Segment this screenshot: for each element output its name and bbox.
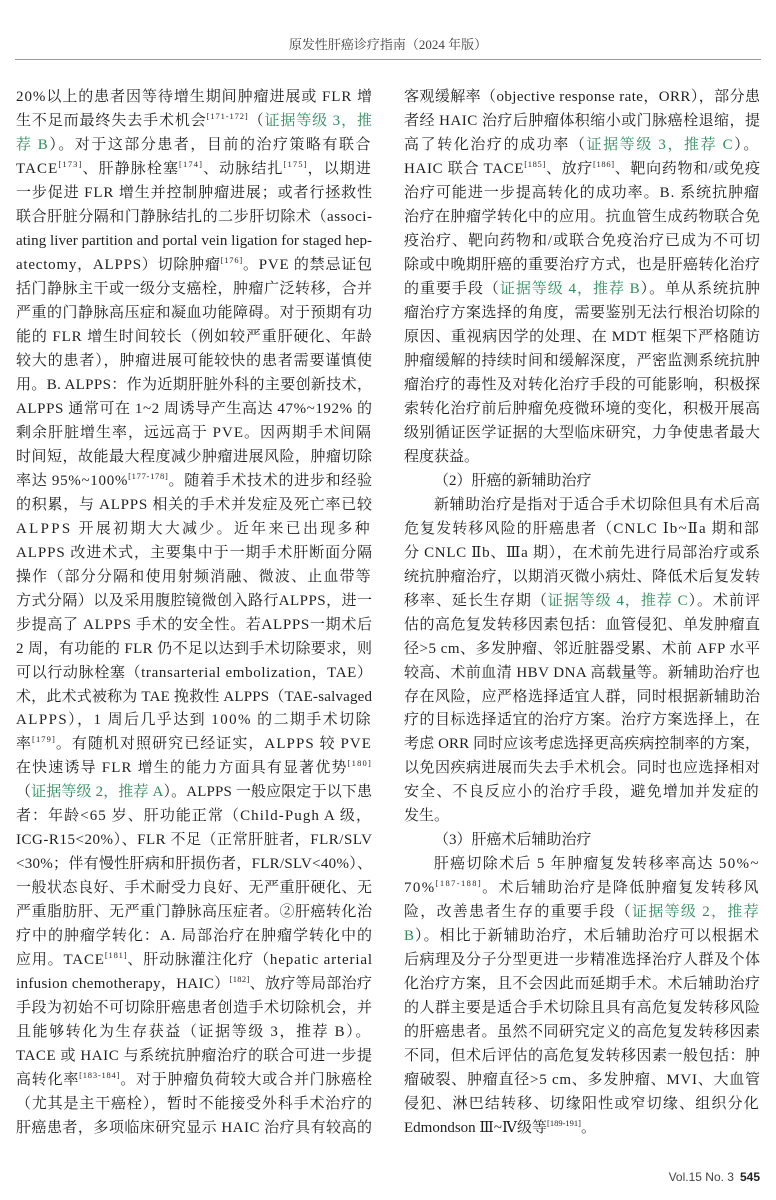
text-run: 术，此术式被称为 TAE 挽救性 ALPPS（TAE-salvaged (16, 688, 373, 705)
text-line (404, 229, 761, 253)
text-run: 较高、术前血清 HBV DNA 高载量等。新辅助治疗也 (404, 664, 761, 681)
text-run: 分 CNLC Ⅱb、Ⅲa 期），在术前先进行局部治疗或系 (404, 544, 761, 561)
text-line (404, 852, 760, 876)
text-line (404, 1068, 761, 1092)
text-line (16, 780, 372, 804)
text-run: ，以期进 (307, 160, 372, 177)
text-line (404, 349, 761, 373)
text-line (16, 637, 372, 661)
citation-reference: [182] (229, 974, 250, 985)
page-number: 545 (739, 1170, 760, 1184)
text-run: ALPPS 改进术式，主要集中于一期手术肝断面分隔 (16, 544, 373, 561)
text-run: ICG-R15<20%）、FLR 不足（正常肝脏者，FLR/SLV (16, 832, 373, 849)
text-run: 移率、延长生存期（ (404, 592, 548, 609)
text-run: 除或中晚期肝癌的重要治疗方式，也是肝癌转化治疗 (404, 256, 761, 273)
text-run: 严重的门静脉高压症和凝血功能障碍。对于预期有功 (16, 304, 373, 321)
text-run: 20%以上的患者因等待增生期间肿瘤进展或 FLR 增 (16, 89, 373, 105)
citation-reference: [179] (32, 734, 56, 745)
text-run: （尤其是主干癌栓），暂时不能接受外科手术治疗的 (16, 1096, 373, 1113)
text-line (16, 229, 372, 253)
text-run: 严重脂肪肝、无严重门静脉高压症者。②肝癌转化治 (16, 904, 373, 921)
text-line (16, 85, 373, 109)
text-line (16, 373, 372, 397)
text-line (404, 804, 449, 828)
text-line (16, 852, 372, 876)
text-line (16, 900, 373, 924)
text-line (16, 948, 373, 972)
text-line (404, 732, 760, 756)
text-line (16, 876, 373, 900)
text-line (16, 157, 372, 181)
evidence-level: 证据等级 2，推荐 (632, 904, 760, 921)
text-run: 瘤治疗方案选择的角度，需要鉴别无法行根治切除的 (404, 304, 761, 321)
text-run: 。对于肿瘤负荷较大或合并门脉癌栓 (120, 1072, 373, 1089)
text-run: 考虑 ORR 同时应该考虑选择更高疾病控制率的方案， (404, 736, 761, 753)
text-run: 。 (580, 1120, 596, 1137)
text-run: TACE (16, 160, 59, 177)
citation-reference: [180] (347, 758, 372, 769)
text-line (404, 205, 761, 229)
text-line (404, 109, 760, 133)
text-line (16, 517, 372, 541)
text-run: 以免因疾病进展而失去手术机会。同时也应选择相对 (404, 760, 761, 777)
text-line (16, 469, 373, 493)
text-run: 用。B. ALPPS：作为近期肝脏外科的主要创新技术， (16, 376, 373, 393)
citation-reference: [171-172] (206, 110, 249, 121)
text-run: 、动脉结扎 (203, 160, 284, 177)
text-run: ALPPS 通常可在 1~2 周诱导产生高达 47%~192% 的 (16, 400, 373, 417)
text-run: 。PVE 的禁忌证包 (242, 256, 373, 273)
text-run: 疗中的肿瘤学转化：A. 局部治疗在肿瘤学转化中的 (16, 928, 373, 945)
text-line (404, 157, 761, 181)
citation-reference: [187-188] (435, 878, 483, 889)
text-run: 生不足而最终失去手术机会 (16, 112, 207, 129)
text-run: 。随着手术技术的进步和经验 (168, 472, 373, 489)
text-line (16, 828, 373, 852)
text-run: 者：年龄<65 岁、肝功能正常（Child-Pugh A 级， (16, 808, 372, 825)
text-run: ating liver partition and portal vein ligation for staged hep- (16, 232, 373, 249)
text-line (16, 253, 373, 277)
text-run: 险，改善患者生存的重要手段（ (404, 904, 633, 921)
text-line (16, 613, 373, 637)
text-run: 剩余肝脏增生率，远远高于 PVE。因两期手术间隔 (16, 424, 372, 441)
text-line (16, 756, 372, 780)
text-run: 括门静脉主干或一级分支癌栓，肿瘤广泛转移，合并 (16, 280, 373, 297)
text-run: ）。 (734, 136, 760, 153)
text-line (16, 1020, 372, 1044)
evidence-level: 证据等级 3，推 (264, 112, 373, 129)
text-run: 、肝动脉灌注化疗（hepatic arterial (127, 952, 373, 969)
evidence-level: 证据等级 4，推荐 B (499, 280, 641, 297)
evidence-level: 证据等级 3，推荐 C (586, 136, 735, 153)
text-run: 后病理及分子分型更进一步精准选择治疗人群及个体 (404, 952, 761, 969)
text-line (404, 685, 761, 709)
text-line (16, 804, 372, 828)
text-line (16, 421, 372, 445)
text-run: 。术后辅助治疗是降低肿瘤复发转移风 (482, 880, 760, 897)
text-run: （ (248, 112, 265, 129)
citation-reference: [183-184] (79, 1070, 121, 1081)
text-line (16, 1068, 373, 1092)
text-run: 肝癌切除术后 5 年肿瘤复发转移率高达 50%~ (433, 856, 760, 873)
text-line (16, 1044, 373, 1068)
citation-reference: [181] (104, 950, 128, 961)
text-run: 的人群主要是适合手术切除且具有高危复发转移风险 (404, 1000, 761, 1017)
citation-reference: [176] (220, 254, 243, 265)
text-run: ）。ALPPS 一般应限定于以下患 (163, 784, 373, 801)
text-run: ）。对于这部分患者，目前的治疗策略有联合 (49, 136, 373, 153)
text-line (404, 181, 760, 205)
text-line (16, 277, 373, 301)
evidence-level: 证据等级 2，推荐 A (31, 784, 164, 801)
text-run: 发生。 (404, 808, 450, 825)
text-run: 统抗肿瘤治疗，以期消灭微小病灶、降低术后复发转 (404, 568, 761, 585)
text-run: 的重要手段（ (404, 280, 500, 297)
section-heading (404, 828, 592, 852)
text-run: 一般状态良好、手术耐受力良好、无严重肝硬化、无 (16, 880, 373, 897)
text-line (404, 948, 761, 972)
text-run: 侵犯、淋巴结转移、切缘阳性或窄切缘、组织分化 (404, 1096, 760, 1113)
text-run: 安全、不良反应小的治疗手段，避免增加并发症的 (404, 784, 760, 801)
text-run: 瘤治疗的毒性及对转化治疗手段的可能影响，积极探 (404, 376, 761, 393)
text-line (16, 181, 373, 205)
evidence-level: B (404, 928, 416, 945)
text-run: 疗的目标选择适宜的治疗方案。治疗方案选择上，在 (404, 712, 761, 729)
text-line (16, 541, 373, 565)
text-run: 的积累，与 ALPPS 相关的手术并发症及死亡率已较 (16, 496, 373, 513)
text-run: ）。单从系统抗肿 (640, 280, 761, 297)
text-run: ）。术前评 (688, 592, 761, 609)
text-line (404, 421, 761, 445)
text-run: 索转化治疗前后肿瘤免疫微环境的变化，积极开展高 (404, 400, 761, 417)
text-run: 能的 FLR 增生时间较长（例如较严重肝硬化、年龄 (16, 328, 373, 345)
citation-reference: [177-178] (128, 470, 169, 481)
text-line (404, 589, 761, 613)
text-run: ）。相比于新辅助治疗，术后辅助治疗可以根据术 (415, 928, 760, 945)
text-line (404, 996, 761, 1020)
citation-reference: [174] (179, 158, 204, 169)
text-line (16, 325, 373, 349)
text-run: 率达 95%~100% (16, 472, 129, 489)
text-line (404, 565, 761, 589)
text-run: <30%；伴有慢性肝病和肝损伤者，FLR/SLV<40%）、 (16, 856, 373, 873)
text-run: ALPPS），1 周后几乎达到 100% 的二期手术切除 (16, 712, 372, 729)
text-run: TACE 或 HAIC 与系统抗肿瘤治疗的联合可进一步提 (16, 1048, 373, 1065)
text-run: 且能够转化为生存获益（证据等级 3，推荐 B）。 (16, 1024, 372, 1041)
text-run: HAIC 联合 TACE (404, 160, 525, 177)
text-run: 较大的患者），肿瘤进展可能较快的患者需要谨慎使 (16, 352, 373, 369)
text-line (16, 685, 372, 709)
text-run: 、肝静脉栓塞 (82, 160, 180, 177)
text-line (404, 1092, 760, 1116)
text-run: 级别循证医学证据的大型临床研究，力争使患者最大 (404, 424, 761, 441)
text-line (404, 876, 760, 900)
text-run: 疫治疗、靶向药物和/或联合免疫治疗已成为不可切 (404, 232, 761, 249)
text-line (404, 613, 761, 637)
text-line (404, 301, 761, 325)
text-line (404, 445, 479, 469)
text-run: 者经 HAIC 治疗后肿瘤体积缩小或门脉癌栓退缩，提 (404, 112, 761, 129)
text-line (16, 205, 373, 229)
text-line (404, 325, 761, 349)
text-run: 手段为初始不可切除肝癌患者创造手术切除机会，并 (16, 1000, 373, 1017)
text-line (16, 445, 373, 469)
text-run: 化治疗方案，且不会因此而延期手术。术后辅助治疗 (404, 976, 761, 993)
page-footer (669, 1170, 760, 1184)
text-run: 操作（部分分隔和使用射频消融、微波、止血带等 (16, 568, 372, 585)
text-line (404, 253, 761, 277)
citation-reference: [185] (524, 158, 546, 169)
citation-reference: [175] (283, 158, 308, 169)
text-run: 联合肝脏分隔和门静脉结扎的二步肝切除术（associ- (16, 208, 373, 225)
text-line (16, 493, 373, 517)
text-line (404, 780, 760, 804)
text-line (404, 373, 761, 397)
text-run: 时间短，故能最大程度减少肿瘤进展风险，肿瘤切除 (16, 448, 373, 465)
text-run: （3）肝癌术后辅助治疗 (434, 832, 592, 849)
text-run: 危复发转移风险的肝癌患者（CNLC Ⅰb~Ⅱa 期和部 (404, 520, 760, 537)
evidence-level: 荐 B (16, 136, 50, 153)
text-line (404, 924, 760, 948)
header-divider (15, 59, 761, 60)
text-line (16, 1116, 372, 1140)
journal-volume: Vol.15 No. 3 (668, 1170, 734, 1184)
text-run: 、放疗 (545, 160, 593, 177)
text-run: 估的高危复发转移因素包括：血管侵犯、单发肿瘤直 (404, 616, 761, 633)
text-line (404, 541, 761, 565)
text-line (16, 924, 373, 948)
text-line (404, 517, 760, 541)
text-line (404, 900, 760, 924)
text-run: 治疗可能进一步提高转化的成功率。B. 系统抗肿瘤 (404, 184, 760, 201)
text-line (16, 996, 373, 1020)
text-line (404, 277, 761, 301)
text-run: infusion chemotherapy，HAIC） (16, 976, 230, 993)
text-run: 在快速诱导 FLR 增生的能力方面具有显著优势 (16, 760, 348, 777)
text-line (404, 133, 760, 157)
text-line (404, 1116, 596, 1140)
text-run: 程度获益。 (404, 448, 480, 465)
text-line (404, 493, 761, 517)
text-line (404, 397, 761, 421)
text-line (16, 732, 372, 756)
text-line (16, 133, 372, 157)
text-run: 、放疗等局部治疗 (249, 976, 373, 993)
text-run: 不同，但术后评估的高危复发转移因素一般包括：肿 (404, 1048, 761, 1065)
text-line (404, 708, 761, 732)
section-heading (404, 469, 592, 493)
text-run: 肿瘤缓解的持续时间和缓解深度，严密监测系统抗肿 (404, 352, 761, 369)
text-line (404, 756, 761, 780)
text-line (16, 565, 372, 589)
text-run: 高转化率 (16, 1072, 80, 1089)
text-line (16, 397, 373, 421)
text-run: 一步促进 FLR 增生并控制肿瘤进展；或者行拯救性 (16, 184, 373, 201)
text-run: 径>5 cm、多发肿瘤、邻近脏器受累、术前 AFP 水平 (404, 640, 761, 657)
text-run: 治疗在肿瘤学转化中的应用。抗血管生成药物联合免 (404, 208, 761, 225)
text-run: 应用。TACE (16, 952, 105, 969)
text-line (16, 349, 373, 373)
text-run: 2 周，有功能的 FLR 仍不足以达到手术切除要求，则 (16, 640, 373, 657)
text-run: ALPPS 开展初期大大减少。近年来已出现多种 (16, 520, 372, 537)
text-run: 新辅助治疗是指对于适合手术切除但具有术后高 (434, 496, 761, 513)
text-run: （2）肝癌的新辅助治疗 (434, 472, 592, 489)
text-run: Edmondson Ⅲ~Ⅳ级等 (404, 1120, 547, 1137)
text-line (404, 1044, 761, 1068)
text-run: （ (16, 784, 32, 801)
text-run: 高了转化治疗的成功率（ (404, 136, 587, 153)
text-run: 率 (16, 736, 33, 753)
text-run: 步提高了 ALPPS 手术的安全性。若ALPPS一期术后 (16, 616, 373, 633)
text-line (404, 661, 760, 685)
text-run: atectomy，ALPPS）切除肿瘤 (16, 256, 221, 273)
text-line (16, 589, 372, 613)
text-line (16, 972, 372, 996)
text-line (404, 637, 761, 661)
text-run: 存在风险，应严格选择适宜人群，同时根据新辅助治 (404, 688, 761, 705)
text-run: 瘤破裂、肿瘤直径>5 cm、多发肿瘤、MVI、大血管 (404, 1072, 761, 1089)
text-run: 70% (404, 880, 436, 897)
text-run: 。有随机对照研究已经证实，ALPPS 较 PVE (55, 736, 372, 753)
text-run: 肝癌患者，多项临床研究显示 HAIC 治疗具有较高的 (16, 1120, 373, 1137)
text-run: 客观缓解率（objective response rate，ORR），部分患 (404, 89, 761, 105)
text-run: 、靶向药物和/或免疫 (614, 160, 761, 177)
text-run: 的肝癌患者。虽然不同研究定义的高危复发转移因素 (404, 1024, 761, 1041)
text-line (16, 708, 372, 732)
citation-reference: [173] (58, 158, 83, 169)
text-line (404, 85, 760, 109)
text-line (404, 1020, 761, 1044)
text-line (404, 972, 761, 996)
text-line (16, 109, 373, 133)
text-line (16, 301, 373, 325)
text-run: 方式分隔）以及采用腹腔镜微创入路行ALPPS，进一 (16, 592, 373, 609)
text-line (16, 661, 373, 685)
text-run: 可以行动脉栓塞（transarterial embolization，TAE） (16, 664, 373, 681)
text-run: 原因、重视病因学的处理、在 MDT 框架下严格随访 (404, 328, 761, 345)
evidence-level: 证据等级 4，推荐 C (547, 592, 689, 609)
text-line (16, 1092, 373, 1116)
citation-reference: [189-191] (546, 1118, 581, 1129)
citation-reference: [186] (592, 158, 615, 169)
running-header: 原发性肝癌诊疗指南（2024 年版） (288, 37, 488, 52)
